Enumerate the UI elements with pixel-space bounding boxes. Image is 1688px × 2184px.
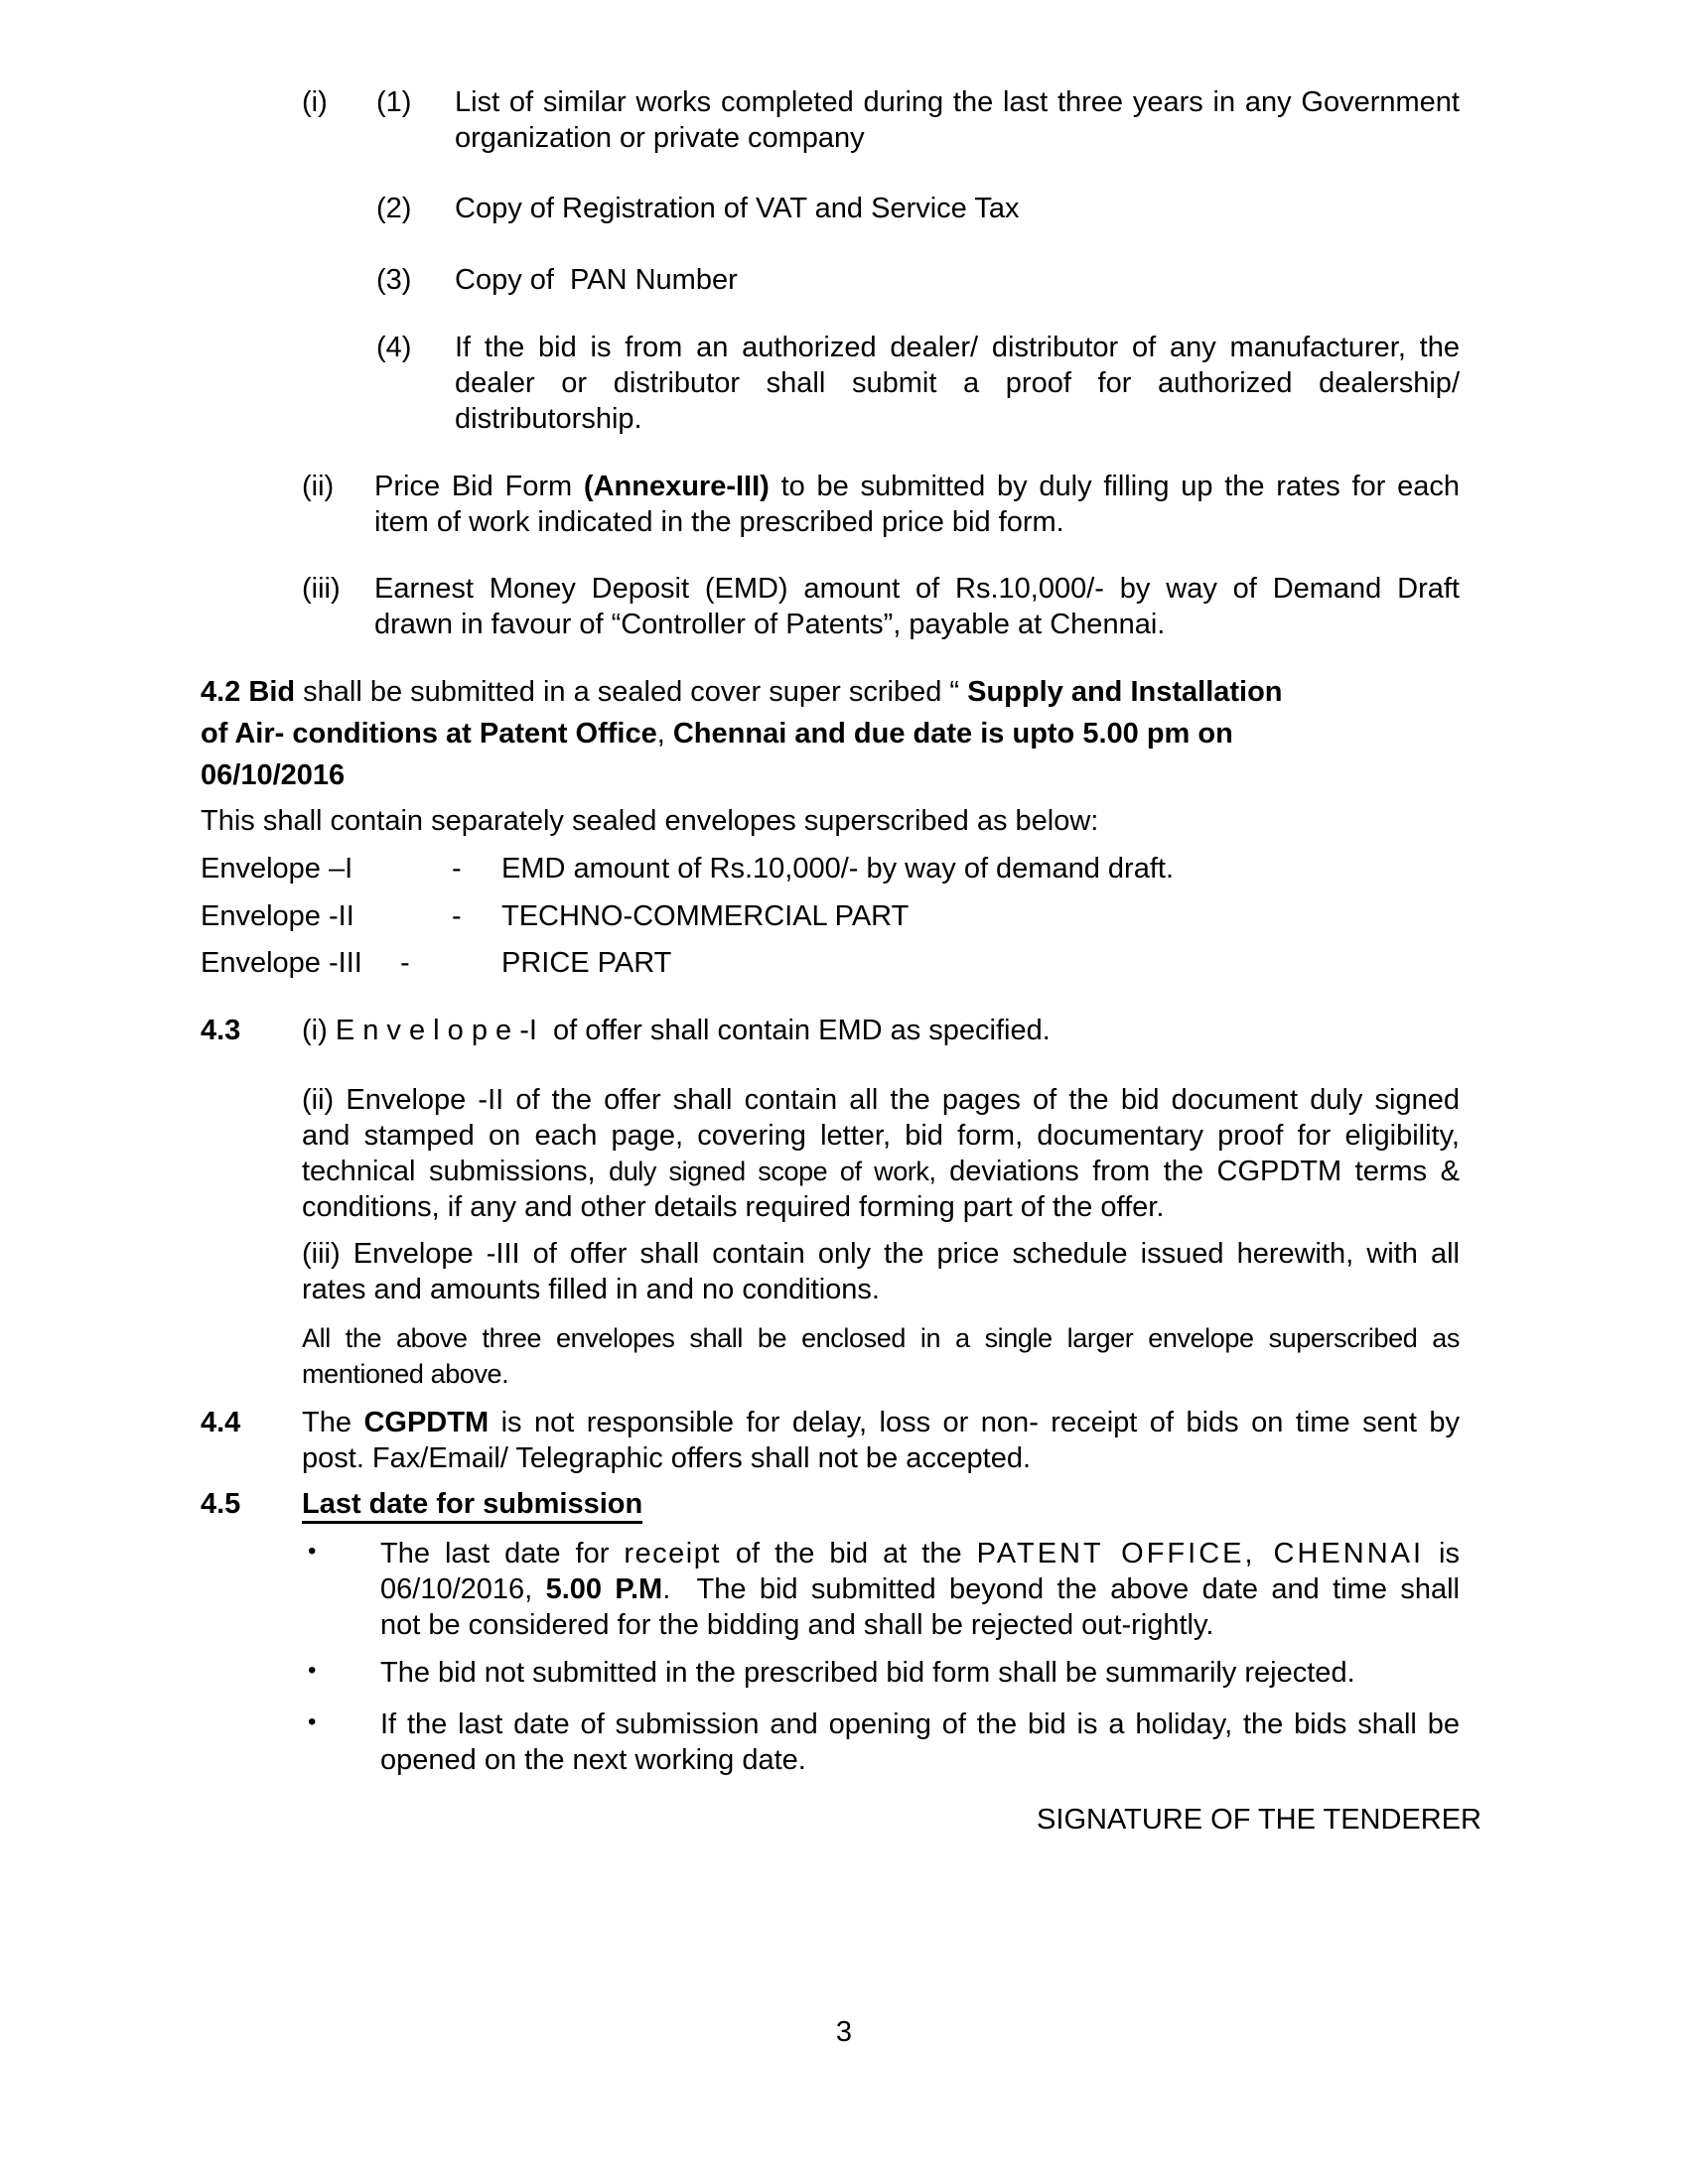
section-number-4-5: 4.5 bbox=[201, 1488, 241, 1520]
bullet-icon: • bbox=[308, 1657, 317, 1684]
section-4-3-para-ii bbox=[302, 1082, 1460, 1225]
list-item-text: Copy of PAN Number bbox=[455, 264, 738, 296]
section-4-3-para-ii-text: (ii) Envelope -II of the offer shall contain all the pages of the bid document duly signed and stamped on each page, covering letter, bid form, documentary proof for eligibility, technical submissions, duly signed scope of work, deviations from the CGPDTM terms & conditions, if any and other details required forming part of the offer. bbox=[302, 1084, 1461, 1223]
section-number-4-3: 4.3 bbox=[201, 1015, 241, 1046]
list-item-text: Earnest Money Deposit (EMD) amount of Rs.10,000/- by way of Demand Draft drawn in favour of “Controller of Patents”, payable at Chennai. bbox=[374, 573, 1460, 640]
list-marker-2: (2) bbox=[376, 193, 412, 224]
list-item-iii bbox=[302, 571, 1460, 642]
bullet-3-text: If the last date of submission and opening of the bid is a holiday, the bids shall be opened on the next working date. bbox=[380, 1708, 1460, 1776]
envelope-label: Envelope –I bbox=[201, 853, 353, 885]
list-marker-4: (4) bbox=[376, 332, 412, 363]
list-marker-i: (i) bbox=[302, 86, 328, 118]
section-number-4-4: 4.4 bbox=[201, 1407, 241, 1438]
list-marker-ii: (ii) bbox=[302, 471, 335, 502]
section-4-2 bbox=[201, 671, 1481, 796]
list-item-text: List of similar works completed during the last three years in any Government organization or private company bbox=[455, 86, 1460, 154]
section-4-5-heading: Last date for submission bbox=[302, 1488, 642, 1524]
section-4-3-para-all bbox=[302, 1320, 1460, 1392]
list-item-text: If the bid is from an authorized dealer/ distributor of any manufacturer, the dealer or distributor shall submit a proof for authorized dealership/ distributorship. bbox=[455, 332, 1460, 435]
envelope-label: Envelope -II bbox=[201, 900, 354, 932]
list-marker-iii: (iii) bbox=[302, 573, 341, 605]
envelope-row-1 bbox=[201, 851, 1460, 890]
section-4-3-line-i: (i) E n v e l o p e -I of offer shall contain EMD as specified. bbox=[302, 1015, 1051, 1046]
envelopes-intro-text: This shall contain separately sealed envelopes superscribed as below: bbox=[201, 805, 1099, 837]
section-4-5 bbox=[201, 1486, 1460, 1522]
envelopes-intro bbox=[201, 803, 1460, 839]
list-item-i-1 bbox=[302, 84, 1460, 156]
list-item-text: Price Bid Form (Annexure-III) to be submitted by duly filling up the rates for each item of work indicated in the prescribed price bid form. bbox=[374, 471, 1460, 538]
list-item-4 bbox=[376, 330, 1460, 437]
section-4-4 bbox=[201, 1405, 1460, 1476]
envelope-desc: PRICE PART bbox=[501, 947, 672, 979]
section-4-4-text: The CGPDTM is not responsible for delay, loss or non- receipt of bids on time sent by post. Fax/Email/ Telegraphic offers shall not be accepted. bbox=[302, 1407, 1460, 1474]
envelope-row-3 bbox=[201, 945, 1460, 985]
list-item-ii bbox=[302, 469, 1460, 540]
page-number: 3 bbox=[835, 2016, 853, 2048]
section-4-3-para-iii-text: (iii) Envelope -III of offer shall contain only the price schedule issued herewith, with all rates and amounts filled in and no conditions. bbox=[302, 1238, 1460, 1305]
envelope-dash: - bbox=[452, 853, 462, 885]
envelope-dash: - bbox=[452, 900, 462, 932]
list-marker-3: (3) bbox=[376, 264, 412, 296]
bullet-item-2 bbox=[308, 1655, 1460, 1691]
bullet-icon: • bbox=[308, 1708, 317, 1735]
bullet-2-text: The bid not submitted in the prescribed bid form shall be summarily rejected. bbox=[380, 1657, 1355, 1689]
list-item-3 bbox=[376, 262, 1460, 298]
signature-line: SIGNATURE OF THE TENDERER bbox=[1037, 1804, 1481, 1836]
envelope-dash: - bbox=[400, 947, 410, 979]
section-4-3-para-iii bbox=[302, 1236, 1460, 1307]
section-4-3-para-all-text: All the above three envelopes shall be enclosed in a single larger envelope superscribed as mentioned above. bbox=[302, 1323, 1460, 1389]
section-4-2-text: 4.2 Bid shall be submitted in a sealed cover super scribed “ Supply and Installation of Air- conditions at Patent Office, Chennai and due date is upto 5.00 pm on 06/10/2016 bbox=[201, 676, 1283, 791]
envelope-label: Envelope -III bbox=[201, 947, 362, 979]
list-marker-1: (1) bbox=[376, 86, 412, 118]
list-item-text: Copy of Registration of VAT and Service Tax bbox=[455, 193, 1020, 224]
bullet-item-3 bbox=[308, 1706, 1460, 1778]
list-item-2 bbox=[376, 191, 1460, 226]
envelope-desc: EMD amount of Rs.10,000/- by way of demand draft. bbox=[501, 853, 1174, 885]
section-4-3 bbox=[201, 1013, 1460, 1048]
bullet-icon: • bbox=[308, 1538, 317, 1565]
envelope-desc: TECHNO-COMMERCIAL PART bbox=[501, 900, 910, 932]
envelope-row-2 bbox=[201, 898, 1460, 938]
bullet-item-1 bbox=[308, 1536, 1460, 1643]
bullet-1-text: The last date for receipt of the bid at the PATENT OFFICE, CHENNAI is 06/10/2016, 5.00 P.M. The bid submitted beyond the above date and time shall not be considered for the bidding and shall be rejected out-rightly. bbox=[380, 1538, 1460, 1641]
